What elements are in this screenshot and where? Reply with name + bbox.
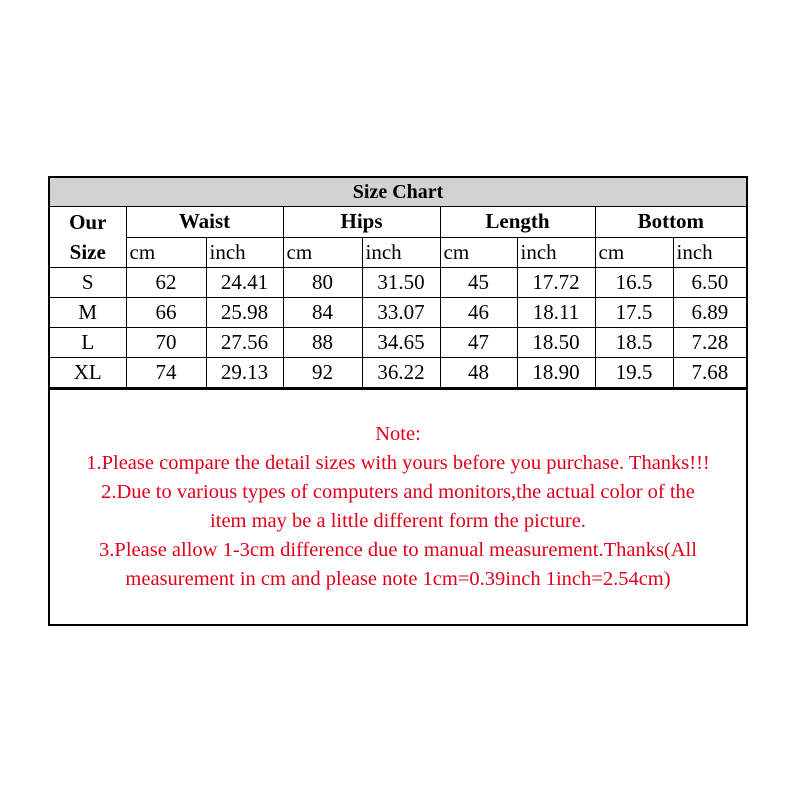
- table-cell: 6.50: [673, 268, 746, 298]
- unit-inch: inch: [362, 237, 440, 268]
- table-cell: 34.65: [362, 328, 440, 358]
- size-chart: [48, 176, 748, 626]
- table-cell: 7.68: [673, 358, 746, 388]
- unit-cm: cm: [126, 237, 206, 268]
- table-cell: 18.90: [517, 358, 595, 388]
- table-row: [50, 268, 746, 298]
- table-cell: 48: [440, 358, 517, 388]
- table-cell: 88: [283, 328, 362, 358]
- table-cell: 17.72: [517, 268, 595, 298]
- unit-inch: inch: [517, 237, 595, 268]
- table-cell: 18.11: [517, 298, 595, 328]
- unit-cm: cm: [595, 237, 673, 268]
- table-row: [50, 298, 746, 328]
- table-cell: 25.98: [206, 298, 283, 328]
- size-label: L: [50, 328, 126, 358]
- table-row: [50, 358, 746, 388]
- group-header-hips: Hips: [283, 207, 440, 238]
- size-label: XL: [50, 358, 126, 388]
- unit-cm: cm: [283, 237, 362, 268]
- table-cell: 46: [440, 298, 517, 328]
- table-cell: 31.50: [362, 268, 440, 298]
- note-line: measurement in cm and please note 1cm=0.39inch 1inch=2.54cm): [125, 568, 671, 590]
- table-cell: 66: [126, 298, 206, 328]
- our-size-line2: Size: [69, 240, 106, 264]
- table-cell: 6.89: [673, 298, 746, 328]
- size-table: [50, 178, 746, 388]
- table-cell: 47: [440, 328, 517, 358]
- size-label: S: [50, 268, 126, 298]
- unit-inch: inch: [673, 237, 746, 268]
- group-header-bottom: Bottom: [595, 207, 746, 238]
- chart-title: Size Chart: [50, 178, 746, 207]
- note-line: 3.Please allow 1-3cm difference due to manual measurement.Thanks(All: [99, 539, 697, 561]
- table-cell: 16.5: [595, 268, 673, 298]
- table-cell: 84: [283, 298, 362, 328]
- table-cell: 33.07: [362, 298, 440, 328]
- table-cell: 17.5: [595, 298, 673, 328]
- table-cell: 18.50: [517, 328, 595, 358]
- notes-section: [50, 388, 746, 624]
- table-cell: 7.28: [673, 328, 746, 358]
- table-cell: 24.41: [206, 268, 283, 298]
- table-cell: 36.22: [362, 358, 440, 388]
- group-header-length: Length: [440, 207, 595, 238]
- note-line: 2.Due to various types of computers and monitors,the actual color of the: [101, 481, 695, 503]
- table-cell: 18.5: [595, 328, 673, 358]
- table-row: [50, 328, 746, 358]
- note-heading: Note:: [375, 423, 421, 445]
- table-cell: 29.13: [206, 358, 283, 388]
- our-size-header: [50, 207, 126, 268]
- table-cell: 27.56: [206, 328, 283, 358]
- our-size-line1: Our: [69, 210, 107, 234]
- table-cell: 45: [440, 268, 517, 298]
- table-cell: 19.5: [595, 358, 673, 388]
- unit-inch: inch: [206, 237, 283, 268]
- table-cell: 62: [126, 268, 206, 298]
- note-line: 1.Please compare the detail sizes with yours before you purchase. Thanks!!!: [86, 452, 710, 474]
- note-line: item may be a little different form the picture.: [210, 510, 586, 532]
- unit-cm: cm: [440, 237, 517, 268]
- table-cell: 74: [126, 358, 206, 388]
- table-cell: 80: [283, 268, 362, 298]
- table-cell: 70: [126, 328, 206, 358]
- table-cell: 92: [283, 358, 362, 388]
- group-header-waist: Waist: [126, 207, 283, 238]
- size-label: M: [50, 298, 126, 328]
